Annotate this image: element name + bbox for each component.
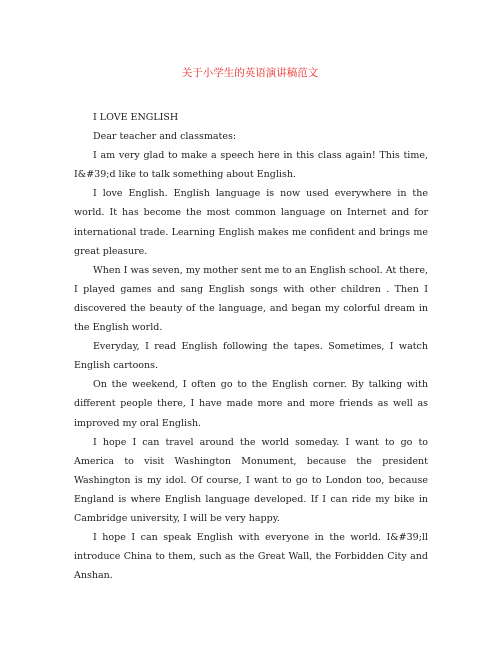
speech-heading: I LOVE ENGLISH — [93, 112, 179, 123]
paragraph: I love English. English language is now used everywhere in the world. It has become the most common language on Internet and for international trade. Learning English makes me confident and brings me great pleasure. — [74, 188, 428, 257]
document-body — [74, 108, 428, 585]
paragraph: On the weekend, I often go to the English corner. By talking with different people there, I have made more and more friends as well as improved my oral English. — [74, 379, 428, 429]
document-title: 关于小学生的英语演讲稿范文 — [181, 67, 319, 79]
paragraph: When I was seven, my mother sent me to an English school. At there, I played games and sang English songs with other children . Then I discovered the beauty of the language, and began my colorful dream in the English world. — [74, 264, 428, 334]
paragraph: Everyday, I read English following the tapes. Sometimes, I watch English cartoons. — [74, 341, 428, 372]
salutation: Dear teacher and classmates: — [93, 131, 237, 143]
paragraph: I hope I can travel around the world someday. I want to go to America to visit Washington Monument, because the president Washington is my idol. Of course, I want to go to London too, because England is where English language developed. If I can ride my bike in Cambridge university, I will be very happy. — [74, 436, 428, 524]
paragraph: I hope I can speak English with everyone in the world. I&#39;ll introduce China to them, such as the Great Wall, the Forbidden City and Anshan. — [74, 532, 428, 582]
paragraph: I am very glad to make a speech here in this class again! This time, I&#39;d like to talk something about English. — [74, 150, 428, 181]
